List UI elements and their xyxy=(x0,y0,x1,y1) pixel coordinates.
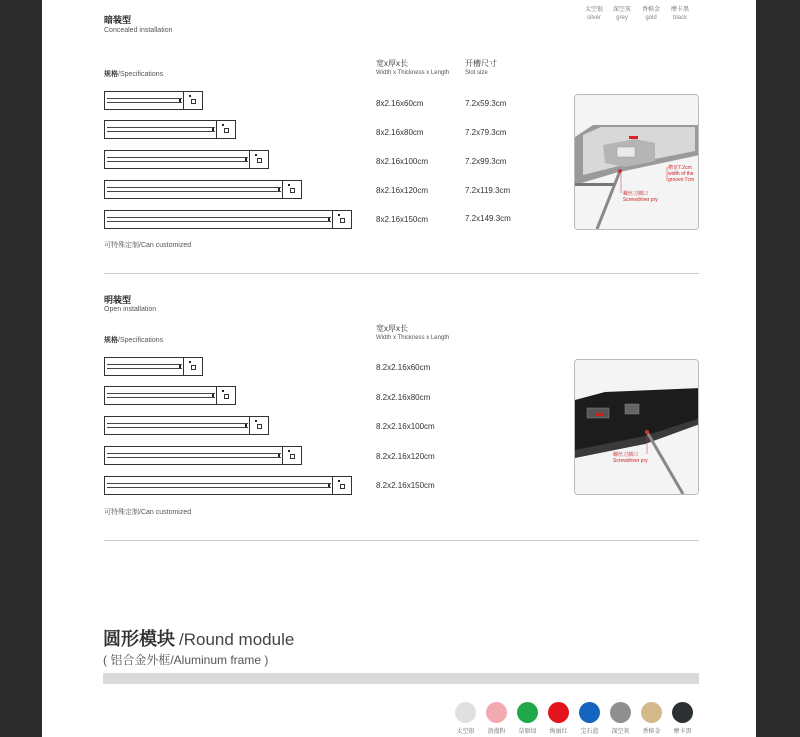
color-label-en: gold xyxy=(645,15,657,21)
concealed-dim-1: 8x2.16x60cm xyxy=(376,99,424,108)
concealed-title: 暗装型 xyxy=(104,15,132,25)
rail-diagram xyxy=(104,91,203,110)
color-swatch-label: 香槟金 xyxy=(642,729,661,735)
spec-page xyxy=(42,0,756,581)
color-label-cn: 太空银 xyxy=(584,7,603,13)
rail-cap-dot xyxy=(222,390,224,392)
rail-line xyxy=(107,157,248,158)
color-swatch xyxy=(486,702,507,723)
gray-band xyxy=(103,673,699,684)
rail-diagram xyxy=(104,120,236,139)
rail-line xyxy=(107,368,182,369)
open-photo-illustration xyxy=(575,360,699,495)
top-color-silver xyxy=(580,6,608,22)
open-title: 明装型 xyxy=(104,295,132,305)
concealed-product-photo xyxy=(574,94,699,230)
rail-diagram xyxy=(104,357,203,376)
concealed-subtitle: Concealed installation xyxy=(104,27,173,34)
color-swatch-label: 太空银 xyxy=(456,729,475,735)
rail-mark xyxy=(212,394,214,397)
rail-line xyxy=(107,453,281,454)
round-module-title xyxy=(103,625,294,651)
rail-mark xyxy=(212,128,214,131)
label-cn: 槽宽7.2cm xyxy=(668,165,692,171)
rail-cap-dot xyxy=(255,154,257,156)
rail-line xyxy=(107,102,182,103)
rail-mark xyxy=(245,424,247,427)
rail-line xyxy=(107,131,215,132)
note-cn: 可特殊定制 xyxy=(104,509,139,516)
color-swatch-label: 浪漫粉 xyxy=(487,729,506,735)
color-swatch xyxy=(672,702,693,723)
rail-end-cap xyxy=(282,180,302,199)
concealed-slot-1: 7.2x59.3cm xyxy=(465,99,507,108)
rail-line xyxy=(107,187,281,188)
color-swatch xyxy=(517,702,538,723)
photo-label-slot xyxy=(668,165,694,183)
section-divider xyxy=(104,540,699,541)
concealed-dim-4: 8x2.16x120cm xyxy=(376,186,429,195)
rail-diagram xyxy=(104,180,302,199)
open-col1-header: 宽x厚x长 xyxy=(376,324,408,333)
top-color-black xyxy=(666,6,694,22)
rail-line xyxy=(107,427,248,428)
rail-mark xyxy=(179,99,181,102)
concealed-dim-5: 8x2.16x150cm xyxy=(376,215,429,224)
rail-mark xyxy=(179,365,181,368)
color-label-cn: 香槟金 xyxy=(641,7,660,13)
rail-line xyxy=(107,161,248,162)
rail-end-cap xyxy=(183,91,203,110)
concealed-col2-header: 开槽尺寸 xyxy=(465,59,497,68)
concealed-dim-3: 8x2.16x100cm xyxy=(376,157,429,166)
rail-mark xyxy=(328,218,330,221)
rail-diagram xyxy=(104,416,269,435)
concealed-col2-subheader: Slot size xyxy=(465,70,488,76)
rail-line xyxy=(107,127,215,128)
rail-end-cap xyxy=(249,416,269,435)
rail-diagram xyxy=(104,386,236,405)
rail-cap-square xyxy=(340,484,345,489)
rail-cap-square xyxy=(257,158,262,163)
open-dim-3: 8.2x2.16x100cm xyxy=(376,422,435,431)
concealed-spec-label xyxy=(104,69,163,79)
rail-mark xyxy=(278,454,280,457)
note-en: /Can customized xyxy=(139,509,192,516)
rail-cap-square xyxy=(290,188,295,193)
color-label-cn: 摩卡黑 xyxy=(670,7,689,13)
note-en: /Can customized xyxy=(139,242,192,249)
open-product-photo xyxy=(574,359,699,495)
rail-end-cap xyxy=(183,357,203,376)
rail-cap-dot xyxy=(338,214,340,216)
rail-cap-square xyxy=(290,454,295,459)
top-color-grey xyxy=(608,6,636,22)
concealed-col1-header: 宽x厚x长 xyxy=(376,59,408,68)
open-custom-note xyxy=(104,507,191,517)
concealed-slot-2: 7.2x79.3cm xyxy=(465,128,507,137)
label-en: Screwdriver pry xyxy=(623,197,658,203)
concealed-slot-4: 7.2x119.3cm xyxy=(465,186,511,195)
concealed-dim-2: 8x2.16x80cm xyxy=(376,128,424,137)
rail-cap-dot xyxy=(288,184,290,186)
section-divider xyxy=(104,273,699,274)
color-swatch-label: 深空灰 xyxy=(611,729,630,735)
rail-line xyxy=(107,98,182,99)
color-swatch-label: 宝石蓝 xyxy=(580,729,599,735)
rail-line xyxy=(107,483,331,484)
rail-cap-square xyxy=(191,365,196,370)
rail-line xyxy=(107,423,248,424)
rail-end-cap xyxy=(216,120,236,139)
spec-label-en: /Specifications xyxy=(118,337,164,344)
color-swatch xyxy=(455,702,476,723)
rail-line xyxy=(107,191,281,192)
round-module-subtitle: ( 铝合金外框/Aluminum frame ) xyxy=(103,653,269,667)
rail-cap-square xyxy=(224,128,229,133)
rail-cap-dot xyxy=(189,361,191,363)
label-cn: 螺丝刀插口 xyxy=(623,191,649,197)
rail-cap-square xyxy=(191,99,196,104)
rail-line xyxy=(107,364,182,365)
concealed-slot-3: 7.2x99.3cm xyxy=(465,157,507,166)
rail-mark xyxy=(278,188,280,191)
color-swatch xyxy=(579,702,600,723)
rail-line xyxy=(107,397,215,398)
concealed-col1-subheader: Width x Thickness x Length xyxy=(376,70,450,76)
rail-end-cap xyxy=(282,446,302,465)
rail-line xyxy=(107,487,331,488)
rail-cap-square xyxy=(340,218,345,223)
rail-line xyxy=(107,393,215,394)
label-en: Screwdriver pry xyxy=(613,458,648,464)
spec-label-en: /Specifications xyxy=(118,71,164,78)
spec-label-cn: 规格 xyxy=(104,337,118,344)
rail-line xyxy=(107,221,331,222)
label-en2: groove:7cm xyxy=(668,177,695,183)
rail-end-cap xyxy=(216,386,236,405)
concealed-photo-illustration xyxy=(575,95,699,230)
rail-line xyxy=(107,217,331,218)
label-en1: width of the xyxy=(668,171,694,177)
photo-label-pry xyxy=(623,191,658,203)
rail-diagram xyxy=(104,150,269,169)
rail-diagram xyxy=(104,210,352,229)
photo-label-pry xyxy=(613,452,648,464)
open-spec-label xyxy=(104,335,163,345)
open-dim-2: 8.2x2.16x80cm xyxy=(376,393,431,402)
rail-cap-dot xyxy=(222,124,224,126)
open-dim-1: 8.2x2.16x60cm xyxy=(376,363,431,372)
note-cn: 可特殊定制 xyxy=(104,242,139,249)
rail-diagram xyxy=(104,446,302,465)
rail-diagram xyxy=(104,476,352,495)
color-label-cn: 深空灰 xyxy=(612,7,631,13)
rail-cap-square xyxy=(257,424,262,429)
rail-end-cap xyxy=(332,476,352,495)
concealed-custom-note xyxy=(104,240,191,250)
concealed-slot-5: 7.2x149.3cm xyxy=(465,214,511,223)
label-cn: 螺丝刀插口 xyxy=(613,452,639,458)
spec-label-cn: 规格 xyxy=(104,71,118,78)
rail-cap-dot xyxy=(189,95,191,97)
rail-mark xyxy=(245,158,247,161)
color-swatch-label: 草原绿 xyxy=(518,729,537,735)
rail-cap-dot xyxy=(338,480,340,482)
round-module-section xyxy=(42,581,756,737)
rail-line xyxy=(107,457,281,458)
rail-cap-dot xyxy=(255,420,257,422)
color-swatch xyxy=(610,702,631,723)
rail-mark xyxy=(328,484,330,487)
color-swatch-label: 摩卡黑 xyxy=(673,729,692,735)
color-label-en: black xyxy=(672,15,687,21)
open-subtitle: Open installation xyxy=(104,306,157,313)
color-label-en: silver xyxy=(586,15,601,21)
top-color-gold xyxy=(637,6,665,22)
title-cn: 圆形模块 xyxy=(103,629,175,649)
rail-end-cap xyxy=(332,210,352,229)
color-swatch-label: 绚丽红 xyxy=(549,729,568,735)
color-swatch xyxy=(641,702,662,723)
rail-cap-dot xyxy=(288,450,290,452)
color-swatch xyxy=(548,702,569,723)
open-col1-subheader: Width x Thickness x Length xyxy=(376,335,450,341)
rail-end-cap xyxy=(249,150,269,169)
open-dim-4: 8.2x2.16x120cm xyxy=(376,452,435,461)
rail-cap-square xyxy=(224,394,229,399)
title-en: /Round module xyxy=(179,630,295,649)
color-label-en: grey xyxy=(616,15,628,21)
open-dim-5: 8.2x2.16x150cm xyxy=(376,481,435,490)
